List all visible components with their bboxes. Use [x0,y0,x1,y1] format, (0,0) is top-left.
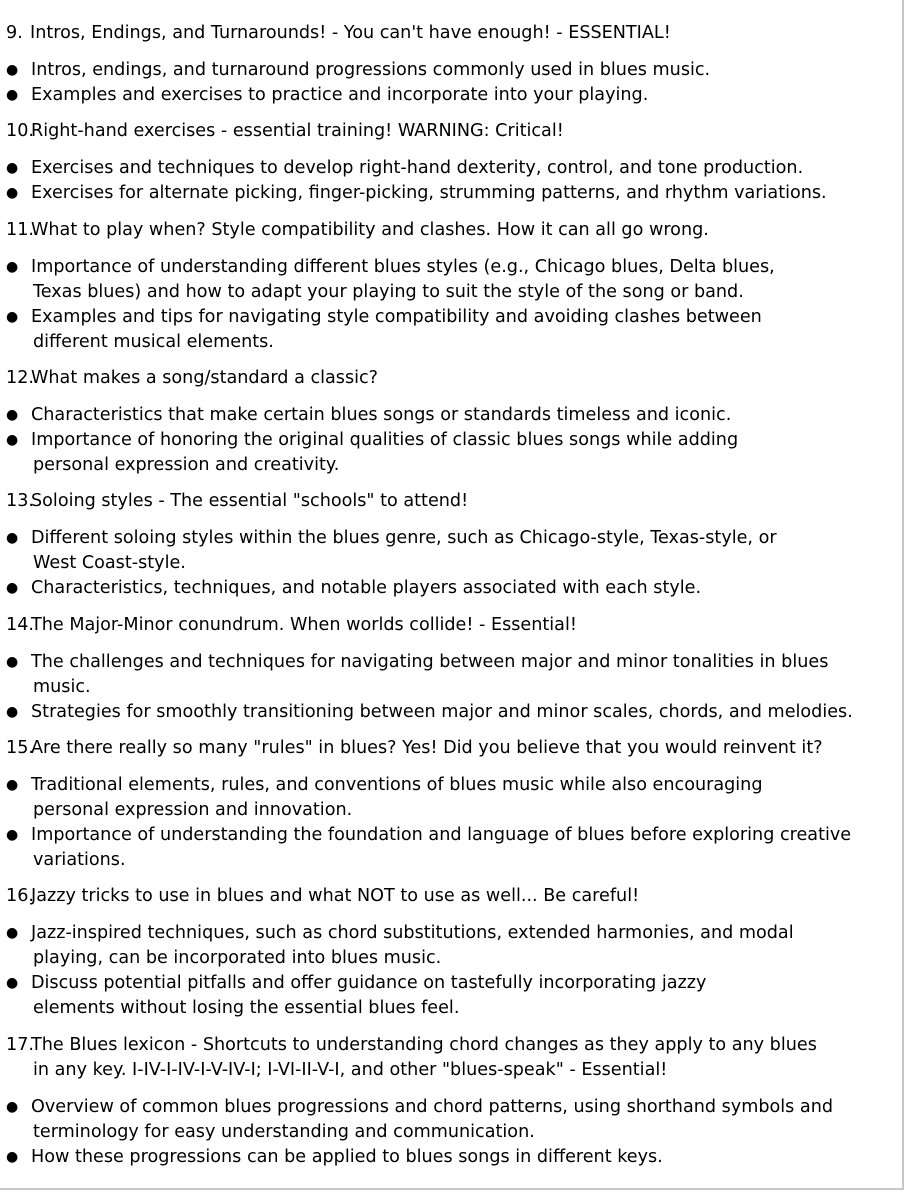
bullet-text: The challenges and techniques for navigating between major and minor tonalities in blues [31,652,829,672]
section-title-continued: in any key. I-IV-I-IV-I-V-IV-I; I-VI-II-V-I, and other "blues-speak" - Essential! [33,1060,668,1080]
bullet-dot-icon: ● [6,62,19,78]
bullet-item [6,1095,904,1145]
section-number: 11. [6,220,34,240]
bullet-text: Overview of common blues progressions and chord patterns, using shorthand symbols and [31,1097,834,1117]
bullet-text: Importance of understanding different blues styles (e.g., Chicago blues, Delta blues, [31,257,775,277]
bullet-dot-icon: ● [6,530,19,546]
bullet-dot-icon: ● [6,87,19,103]
bullet-item [6,576,904,601]
section-title: The Blues lexicon - Shortcuts to understanding chord changes as they apply to any blues [31,1035,817,1055]
bullet-text-continued: playing, can be incorporated into blues music. [33,948,442,968]
bullet-text: Traditional elements, rules, and conventions of blues music while also encouraging [31,775,763,795]
bullet-item [6,58,904,83]
bullet-dot-icon: ● [6,160,19,176]
bullet-dot-icon: ● [6,309,19,325]
section-heading [6,218,901,243]
bullet-dot-icon: ● [6,185,19,201]
section-title: The Major-Minor conundrum. When worlds collide! - Essential! [31,615,577,635]
section-title: Soloing styles - The essential "schools" to attend! [31,491,469,511]
bullet-item [6,823,904,873]
bullet-text: How these progressions can be applied to blues songs in different keys. [31,1147,663,1167]
bullet-text: Discuss potential pitfalls and offer guidance on tastefully incorporating jazzy [31,973,707,993]
bullet-text: Characteristics, techniques, and notable players associated with each style. [31,578,702,598]
bullet-text: Different soloing styles within the blues genre, such as Chicago-style, Texas-style, or [31,528,777,548]
bullet-text: Exercises for alternate picking, finger-picking, strumming patterns, and rhythm variations. [31,183,827,203]
section-heading [6,119,901,144]
bullet-dot-icon: ● [6,580,19,596]
bullet-dot-icon: ● [6,777,19,793]
bullet-item [6,1145,904,1170]
bullet-dot-icon: ● [6,1149,19,1165]
bullet-item [6,921,904,971]
section-number: 12. [6,368,34,388]
section-title: Are there really so many "rules" in blues? Yes! Did you believe that you would reinvent it? [31,738,823,758]
bullet-text-continued: terminology for easy understanding and communication. [33,1122,535,1142]
bullet-text-continued: Texas blues) and how to adapt your playing to suit the style of the song or band. [33,282,744,302]
bullet-text: Characteristics that make certain blues songs or standards timeless and iconic. [31,405,732,425]
section-heading [6,489,901,514]
bullet-text: Importance of honoring the original qualities of classic blues songs while adding [31,430,739,450]
bullet-text: Importance of understanding the foundation and language of blues before exploring creative [31,825,852,845]
bullet-dot-icon: ● [6,704,19,720]
bullet-text-continued: West Coast-style. [33,553,186,573]
bullet-text: Exercises and techniques to develop right-hand dexterity, control, and tone production. [31,158,804,178]
bullet-text: Strategies for smoothly transitioning between major and minor scales, chords, and melodies. [31,702,853,722]
bullet-dot-icon: ● [6,432,19,448]
section-number: 14. [6,615,34,635]
bullet-item [6,428,904,478]
section-heading [6,1033,901,1083]
bullet-dot-icon: ● [6,925,19,941]
bullet-item [6,255,904,305]
bullet-dot-icon: ● [6,827,19,843]
bullet-dot-icon: ● [6,1099,19,1115]
bullet-dot-icon: ● [6,975,19,991]
section-title: Right-hand exercises - essential training! WARNING: Critical! [31,121,564,141]
bullet-text-continued: different musical elements. [33,332,274,352]
section-number: 15. [6,738,34,758]
bullet-item [6,526,904,576]
section-heading [6,736,901,761]
section-title: What makes a song/standard a classic? [31,368,379,388]
bullet-text-continued: personal expression and innovation. [33,800,353,820]
section-title: Jazzy tricks to use in blues and what NOT to use as well... Be careful! [31,886,640,906]
section-number: 10. [6,121,34,141]
bullet-item [6,83,904,108]
bullet-text-continued: elements without losing the essential blues feel. [33,998,460,1018]
section-title: What to play when? Style compatibility and clashes. How it can all go wrong. [31,220,709,240]
bullet-item [6,305,904,355]
section-number: 9. [6,23,23,43]
bullet-item [6,156,904,181]
bullet-text: Jazz-inspired techniques, such as chord substitutions, extended harmonies, and modal [31,923,794,943]
bullet-dot-icon: ● [6,654,19,670]
bullet-dot-icon: ● [6,407,19,423]
section-heading [6,21,901,46]
section-title: Intros, Endings, and Turnarounds! - You can't have enough! - ESSENTIAL! [30,23,671,43]
section-number: 17. [6,1035,34,1055]
bullet-item [6,650,904,700]
section-number: 13. [6,491,34,511]
section-heading [6,613,901,638]
bullet-text-continued: music. [33,677,91,697]
section-number: 16. [6,886,34,906]
section-heading [6,366,901,391]
bullet-dot-icon: ● [6,259,19,275]
bullet-item [6,773,904,823]
bullet-text: Examples and exercises to practice and incorporate into your playing. [31,85,649,105]
bullet-item [6,971,904,1021]
bullet-text-continued: personal expression and creativity. [33,455,340,475]
bullet-item [6,403,904,428]
bullet-text: Intros, endings, and turnaround progressions commonly used in blues music. [31,60,711,80]
section-heading [6,884,901,909]
bullet-text: Examples and tips for navigating style compatibility and avoiding clashes between [31,307,762,327]
bullet-text-continued: variations. [33,850,126,870]
bullet-item [6,700,904,725]
bullet-item [6,181,904,206]
